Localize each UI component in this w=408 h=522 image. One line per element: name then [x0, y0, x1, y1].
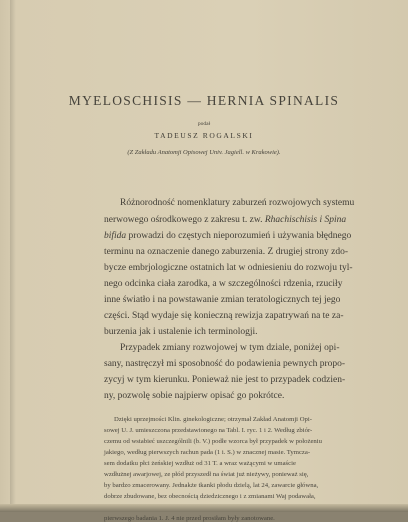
- body-line-italic: bifida: [104, 231, 127, 241]
- body-line: Różnorodność nomenklatury zaburzeń rozwojowych systemu: [120, 198, 355, 208]
- body-line: terminu na oznaczenie danego zaburzenia. Z drugiej strony zdo-: [104, 247, 348, 257]
- body-line: zycyj w tym kierunku. Ponieważ nie jest to przypadek codzien-: [104, 375, 346, 385]
- footnote-line: sem dodatku płci żeńskiej wzdłuż od 31 T. a wraz ważącymi w umaście: [104, 460, 296, 467]
- footnote-line: czemu od wstabieć uszczególnili (b. V.) podłe wzorca był przypadek w położeniu: [104, 438, 322, 445]
- page-bottom-edge: [0, 504, 408, 512]
- body-line: nego odcinka ciała zarodka, a w szczególności rdzenia, rzuciły: [104, 279, 343, 289]
- footnote-line: jakiego, według pierwszych rachun pada (1 i. S.) w znacznej masie. Tymcza-: [104, 449, 311, 456]
- author-name: TADEUSZ ROGALSKI: [154, 131, 254, 140]
- footnote-line: wzdłużnej awarjowej, ze płód przyszedł na świat już nieżywy, ponieważ się,: [104, 471, 309, 478]
- body-line-text: prowadzi do częstych nieporozumień i używania błędnego: [128, 231, 352, 241]
- footnote-line: pierwszego badania 1. J. 4 nie przed prosiłam były zanotowane.: [104, 515, 275, 522]
- body-line: Przypadek zmiany rozwojowej w tym dziale, poniżej opi-: [120, 343, 340, 353]
- footnote-line: dobrze zbudowane, bez obecnością dziedzicznego i z zmianami Waj podawała,: [104, 493, 316, 500]
- byline-label: podał: [197, 121, 211, 127]
- footnote-line: Dzięki uprzejmości Klin. ginekologiczne; otrzymał Zakład Anatomji Opi-: [114, 416, 312, 423]
- body-line: bycze embrjologiczne ostatnich lat w odniesieniu do rozwoju tyl-: [104, 263, 353, 273]
- body-line: sany, nastręczył mi sposobność do podawienia pewnych propo-: [104, 359, 346, 369]
- footnote-line: sowej U. J. umieszczona przedstawionego na Tabl. I. ryc. 1 i 2. Według zbiór-: [104, 427, 313, 434]
- body-line: burzenia jak i ustalenie ich terminologji.: [104, 327, 258, 337]
- article-title: MYELOSCHISIS — HERNIA SPINALIS: [68, 93, 340, 108]
- footnote-line: by bardzo zmacerowany. Jednakże tkanki płodu dzielą, lat 24, zawarcie główna,: [104, 482, 319, 489]
- body-line: części. Stąd wydaje się konieczną rewizja zapatrywań na te za-: [104, 311, 344, 321]
- body-line: inne światło i na powstawanie zmian teratologicznych tej jego: [104, 295, 341, 305]
- body-line-italic: Rhachischisis i Spina: [264, 215, 347, 225]
- body-line: ny, pozwolę sobie najpierw opisać go pokrótce.: [104, 391, 285, 401]
- affiliation: (Z Zakładu Anatomji Opisowej Univ. Jagiell. w Krakowie).: [127, 149, 281, 156]
- body-line-text: nerwowego ośrodkowego z zakresu t. zw.: [104, 215, 263, 225]
